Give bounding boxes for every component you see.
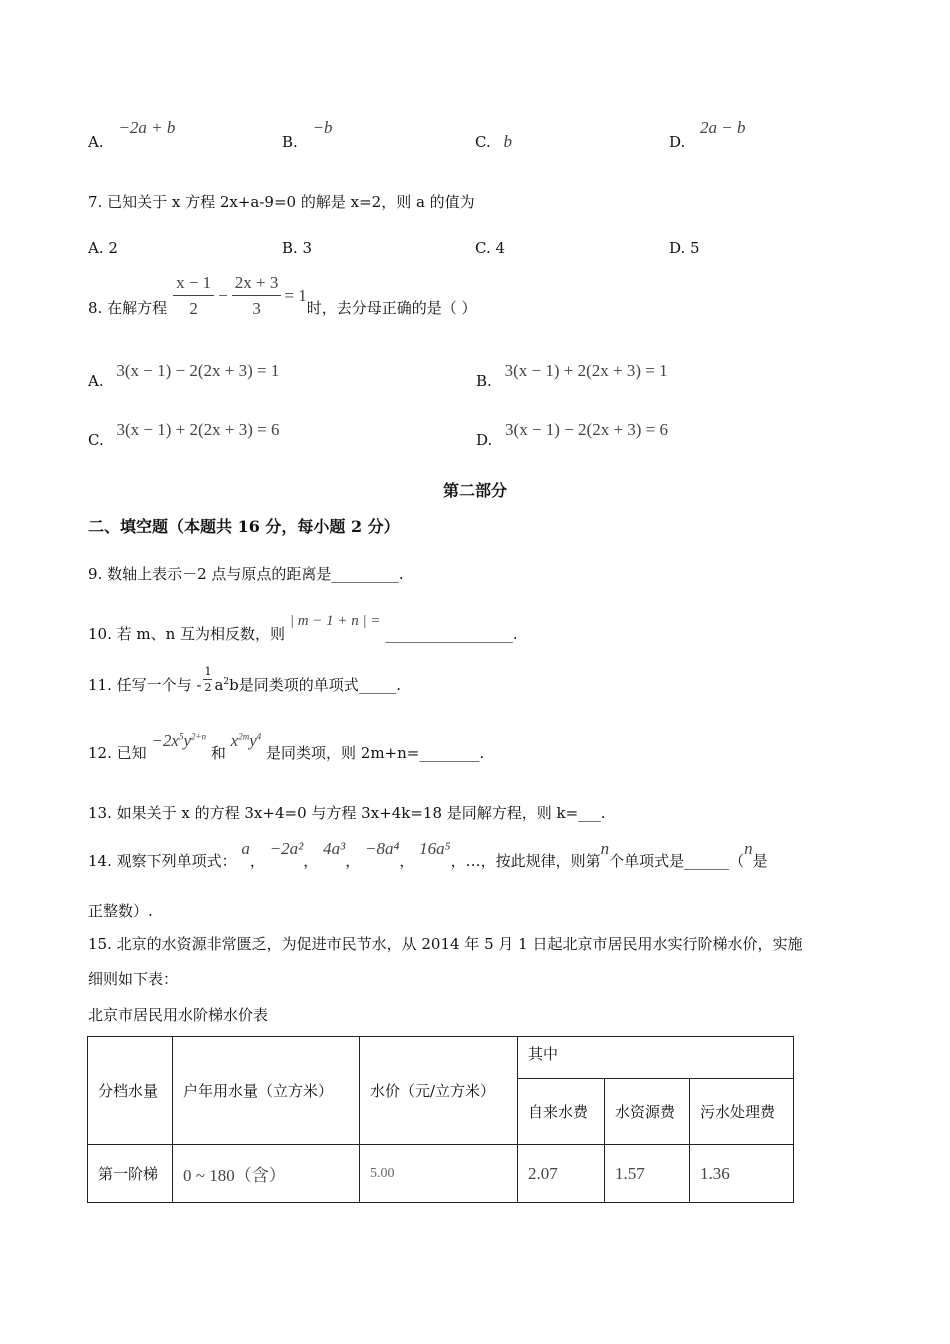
- option-label: B.: [282, 133, 298, 151]
- q11-prefix: 11. 任写一个与 -: [88, 676, 202, 694]
- q7-option-a: A. 2: [88, 239, 118, 257]
- q8-option-a: [88, 361, 280, 391]
- option-label: D.: [476, 431, 493, 449]
- q12-expr1-mid: y: [183, 731, 191, 750]
- option-expr: −2a + b: [118, 118, 176, 137]
- q11-mono-exp: 2: [223, 676, 230, 687]
- option-expr: −b: [312, 118, 333, 137]
- option-label: A.: [88, 372, 104, 390]
- section-title: 二、填空题（本题共 16 分，每小题 2 分）: [88, 517, 400, 536]
- q14-sep: ，: [249, 852, 265, 870]
- q14-suffix-b: 个单项式是______（: [609, 852, 745, 870]
- q11-frac-num: 1: [204, 665, 212, 678]
- q14-suffix-c: 是: [752, 852, 768, 870]
- q10-expr: | m − 1 + n | =: [289, 613, 381, 629]
- q8-fraction-2: [232, 273, 282, 319]
- q8-equals: = 1: [284, 286, 307, 305]
- q8-frac2-den: 3: [252, 299, 261, 318]
- option-expr: 2a − b: [700, 118, 746, 137]
- cell-tap: 2.07: [518, 1145, 605, 1203]
- q8-option-c: [88, 420, 280, 450]
- option-expr: 3(x − 1) − 2(2x + 3) = 1: [116, 361, 280, 380]
- cell-tier: 第一阶梯: [88, 1145, 173, 1203]
- q15-table-title: 北京市居民用水阶梯水价表: [88, 1006, 269, 1024]
- q14-stem: [88, 838, 768, 870]
- option-expr: 3(x − 1) + 2(2x + 3) = 1: [504, 361, 668, 380]
- q14-sep: ，: [345, 852, 361, 870]
- q8-prefix: 8. 在解方程: [88, 298, 168, 317]
- q8-frac2-num: 2x + 3: [232, 273, 282, 296]
- header-tier: 分档水量: [88, 1037, 173, 1145]
- q15-line-2: 细则如下表：: [88, 970, 179, 988]
- header-sewage: 污水处理费: [690, 1079, 794, 1145]
- q6-option-a: [88, 118, 176, 152]
- option-label: A.: [88, 133, 104, 151]
- q12-expr2-exp1: 2m: [238, 731, 250, 742]
- q12-expr-2: [231, 731, 262, 750]
- q9-stem: 9. 数轴上表示－2 点与原点的距离是_________.: [88, 565, 404, 583]
- q12-expr2-exp2: 4: [256, 731, 262, 742]
- option-label: B.: [476, 372, 492, 390]
- q14-term: 16a⁵: [419, 839, 451, 858]
- q8-fraction-1: [173, 273, 214, 319]
- header-usage: 户年用水量（立方米）: [173, 1037, 360, 1145]
- cell-sewage: 1.36: [690, 1145, 794, 1203]
- q11-suffix: 是同类项的单项式_____.: [238, 676, 402, 694]
- q7-stem: 7. 已知关于 x 方程 2x+a-9=0 的解是 x=2，则 a 的值为: [88, 193, 475, 211]
- header-of-which: 其中: [518, 1037, 794, 1079]
- q8-minus: −: [218, 286, 228, 305]
- q6-option-d: [669, 118, 746, 152]
- q14-term: −8a⁴: [364, 839, 400, 858]
- q8-frac1-num: x − 1: [173, 273, 214, 296]
- q8-option-b: [476, 361, 668, 391]
- q14-term: 4a³: [323, 839, 346, 858]
- q15-line-1: 15. 北京的水资源非常匮乏，为促进市民节水，从 2014 年 5 月 1 日起北京市居民用水实行阶梯水价，实施: [88, 935, 803, 953]
- q14-sep: ，: [303, 852, 319, 870]
- water-price-table: [87, 1036, 794, 1203]
- table-row: [88, 1145, 794, 1203]
- q8-suffix: 时，去分母正确的是（ ）: [306, 298, 477, 317]
- q12-expr1-exp2: 2+n: [190, 731, 207, 742]
- q8-stem: [88, 272, 477, 320]
- q7-option-b: B. 3: [282, 239, 313, 257]
- option-expr: b: [503, 132, 512, 151]
- q12-prefix: 12. 已知: [88, 744, 147, 762]
- q14-n: n: [744, 839, 753, 858]
- header-resource: 水资源费: [605, 1079, 690, 1145]
- q7-option-d: D. 5: [669, 239, 700, 257]
- q11-fraction: [203, 665, 212, 694]
- q12-and: 和: [210, 744, 226, 762]
- cell-resource: 1.57: [605, 1145, 690, 1203]
- option-expr: 3(x − 1) + 2(2x + 3) = 6: [116, 420, 280, 439]
- q6-option-b: [282, 118, 333, 152]
- q11-mono-base: a: [214, 675, 224, 694]
- q12-suffix: 是同类项，则 2m+n=________.: [266, 744, 485, 762]
- cell-price: 5.00: [360, 1145, 518, 1203]
- q12-expr-1: [151, 731, 206, 750]
- cell-usage: 0 ~ 180（含）: [173, 1145, 360, 1203]
- q14-suffix-a: ，…，按此规律，则第: [450, 852, 601, 870]
- q12-expr1-exp1: 5: [178, 731, 184, 742]
- q14-term: −2a²: [269, 839, 304, 858]
- option-label: C.: [88, 431, 104, 449]
- q12-expr2-mid: y: [249, 731, 257, 750]
- q11-monomial: [214, 676, 238, 694]
- q6-option-c: [475, 132, 512, 152]
- q14-term: a: [241, 839, 250, 858]
- q10-blank: _________________.: [385, 625, 518, 643]
- q14-n: n: [600, 839, 610, 858]
- q12-expr1-base: −2x: [151, 731, 179, 750]
- option-label: C.: [475, 133, 491, 151]
- q8-frac1-den: 2: [189, 299, 198, 318]
- q12-expr2-base: x: [230, 731, 239, 750]
- q11-mono-tail: b: [229, 675, 239, 694]
- option-expr: 3(x − 1) − 2(2x + 3) = 6: [505, 420, 669, 439]
- header-tap: 自来水费: [518, 1079, 605, 1145]
- part-title: 第二部分: [442, 481, 507, 500]
- q13-stem: 13. 如果关于 x 的方程 3x+4=0 与方程 3x+4k=18 是同解方程，则 k=___.: [88, 804, 606, 822]
- q10-stem: [88, 609, 518, 643]
- header-price: 水价（元/立方米）: [360, 1037, 518, 1145]
- q14-line-2: 正整数）.: [88, 902, 153, 920]
- q8-option-d: [476, 420, 669, 450]
- option-label: D.: [669, 133, 686, 151]
- q7-option-c: C. 4: [475, 239, 506, 257]
- q11-stem: [88, 664, 401, 695]
- q11-frac-den: 2: [204, 681, 212, 694]
- q14-sep: ，: [399, 852, 415, 870]
- q10-prefix: 10. 若 m、n 互为相反数，则: [88, 625, 286, 643]
- q14-prefix: 14. 观察下列单项式：: [88, 852, 237, 870]
- q12-stem: [88, 730, 485, 762]
